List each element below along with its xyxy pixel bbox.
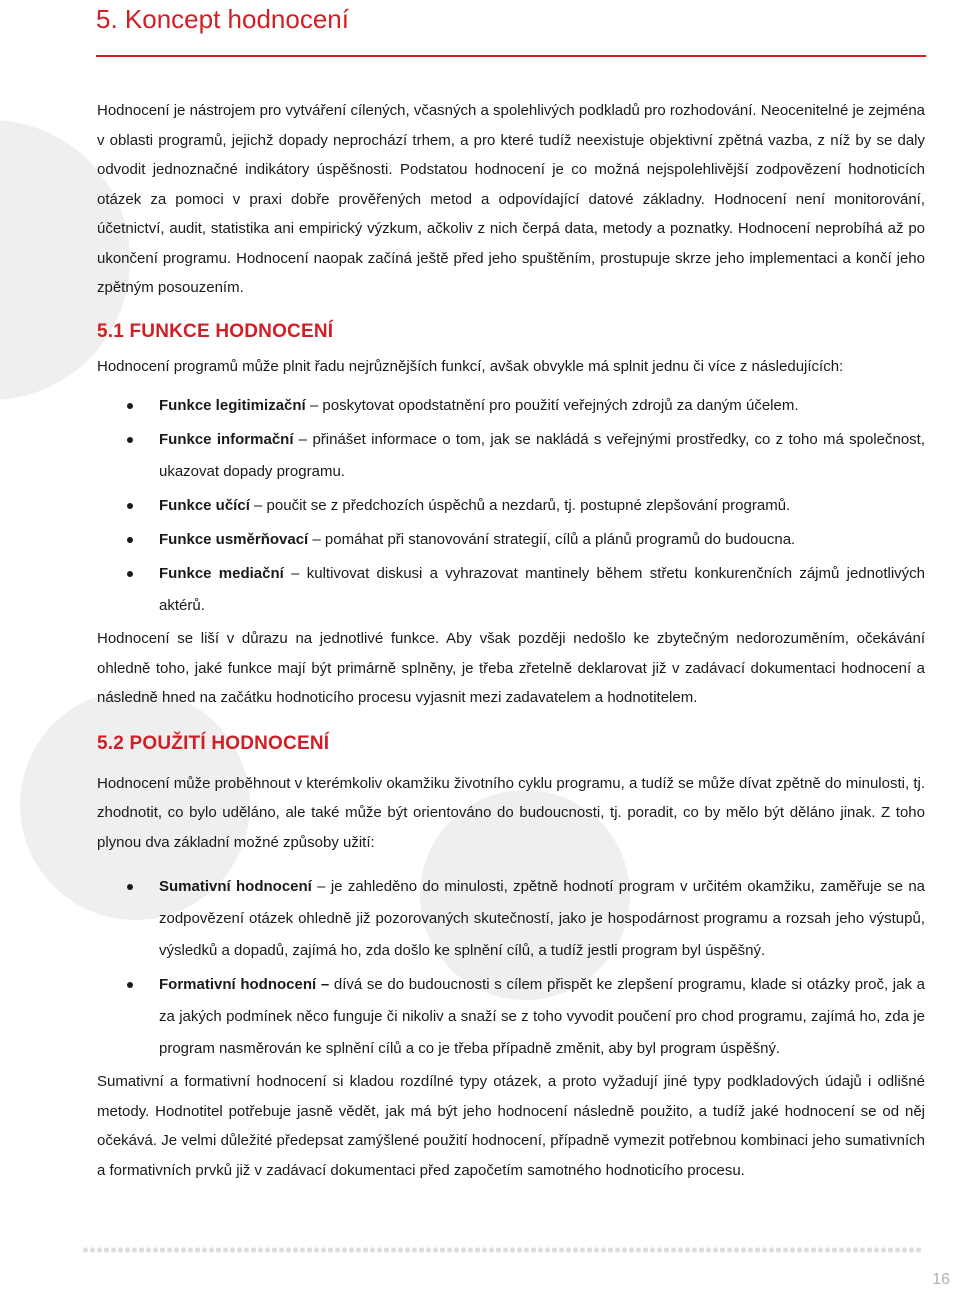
list-item xyxy=(97,969,925,1065)
list-item-term: Sumativní hodnocení xyxy=(159,878,312,895)
section-heading-functions: 5.1 FUNKCE HODNOCENÍ xyxy=(97,320,334,342)
list-item-term: Funkce legitimizační xyxy=(159,397,306,414)
section2-closing-paragraph: Sumativní a formativní hodnocení si kladou rozdílné typy otázek, a proto vyžadují jiné typy podkladových údajů i odlišné metody. Hodnotitel potřebuje jasně vědět, jak má být jeho hodnocení následně použito, a tudíž jaké hodnocení se od něj očekává. Je velmi důležité předepsat zamýšlené použití hodnocení, případně vymezit potřebnou kombinaci jeho sumativních a formativních prvků již v zadávací dokumentaci před započetím samotného hodnoticího procesu. xyxy=(97,1073,925,1179)
list-item-term: Funkce mediační xyxy=(159,565,284,582)
section-heading-usage: 5.2 POUŽITÍ HODNOCENÍ xyxy=(97,732,330,754)
list-item-text: – přinášet informace o tom, jak se nakládá s veřejnými prostředky, co z toho má společnost, ukazovat dopady programu. xyxy=(159,431,925,480)
title-divider xyxy=(96,55,926,57)
usage-list xyxy=(97,871,925,1065)
list-item-term: Formativní hodnocení – xyxy=(159,976,330,993)
list-item-text: dívá se do budoucnosti s cílem přispět ke zlepšení programu, klade si otázky proč, jak a za jakých podmínek něco funguje či nikoliv a snaží se z toho vyvodit poučení pro chod programu, zajímá ho, zda je program nasměrován ke splnění cílů a co je třeba případně změnit, aby byl program úspěšný. xyxy=(159,976,925,1057)
functions-list xyxy=(97,390,925,622)
list-item-term: Funkce učící xyxy=(159,497,250,514)
list-item-text: – poskytovat opodstatnění pro použití veřejných zdrojů za daným účelem. xyxy=(305,397,799,414)
section2-intro: Hodnocení může proběhnout v kterémkoliv okamžiku životního cyklu programu, a tudíž se může dívat zpětně do minulosti, tj. zhodnotit, co bylo uděláno, ale také může být orientováno do budoucnosti, tj. poradit, co by mělo být děláno jinak. Z toho plynou dva základní možné způsoby užití: xyxy=(97,774,925,851)
list-item xyxy=(97,490,925,522)
section1-closing-paragraph: Hodnocení se liší v důrazu na jednotlivé funkce. Aby však později nedošlo ke zbytečným nedorozuměním, očekávání ohledně toho, jaké funkce mají být primárně splněny, je třeba zřetelně deklarovat již v zadávací dokumentaci hodnocení a následně hned na začátku hodnoticího procesu vyjasnit mezi zadavatelem a hodnotitelem. xyxy=(97,630,925,706)
section1-intro: Hodnocení programů může plnit řadu nejrůznějších funkcí, avšak obvykle má splnit jednu či více z následujících: xyxy=(97,357,844,375)
page-title: 5. Koncept hodnocení xyxy=(96,4,349,34)
list-item-text: – pomáhat při stanovování strategií, cílů a plánů programů do budoucna. xyxy=(308,531,796,548)
list-item-term: Funkce informační xyxy=(159,431,294,448)
list-item xyxy=(97,390,925,422)
list-item-term: Funkce usměrňovací xyxy=(159,531,309,548)
list-item xyxy=(97,558,925,622)
list-item-text: – je zahleděno do minulosti, zpětně hodnotí program v určitém okamžiku, zaměřuje se na zodpovězení otázek ohledně již pozorovaných skutečností, jako je hospodárnost programu a rozsah jeho výstupů, výsledků a dopadů, zajímá ho, zda došlo ke splnění cílů, a tudíž jestli program byl úspěšný. xyxy=(159,878,925,959)
list-item xyxy=(97,424,925,488)
page-number: 16 xyxy=(932,1271,950,1288)
list-item-text: – poučit se z předchozích úspěchů a nezdarů, tj. postupné zlepšování programů. xyxy=(249,497,791,514)
footer-dotted-divider xyxy=(82,1246,922,1254)
list-item xyxy=(97,871,925,967)
list-item-text: – kultivovat diskusi a vyhrazovat mantinely během střetu konkurenčních zájmů jednotlivých aktérů. xyxy=(159,565,925,614)
list-item xyxy=(97,524,925,556)
intro-paragraph: Hodnocení je nástrojem pro vytváření cílených, včasných a spolehlivých podkladů pro rozhodování. Neocenitelné je zejména v oblasti programů, jejichž dopady neprochází trhem, a pro které tudíž neexistuje objektivní zpětná vazba, z níž by se daly odvodit jednoznačné indikátory úspěšnosti. Podstatou hodnocení je co možná nejspolehlivější zodpovězení hodnoticích otázek za pomoci v praxi dobře prověřených metod a odpovídající datové základny. Hodnocení není monitorování, účetnictví, audit, statistika ani empirický výzkum, ačkoliv z nich čerpá data, metody a poznatky. Hodnocení neprobíhá až po ukončení programu. Hodnocení naopak začíná ještě před jeho spuštěním, prostupuje skrze jeho implementaci a končí jeho zpětným posouzením. xyxy=(97,102,925,296)
document-body xyxy=(97,96,925,1185)
